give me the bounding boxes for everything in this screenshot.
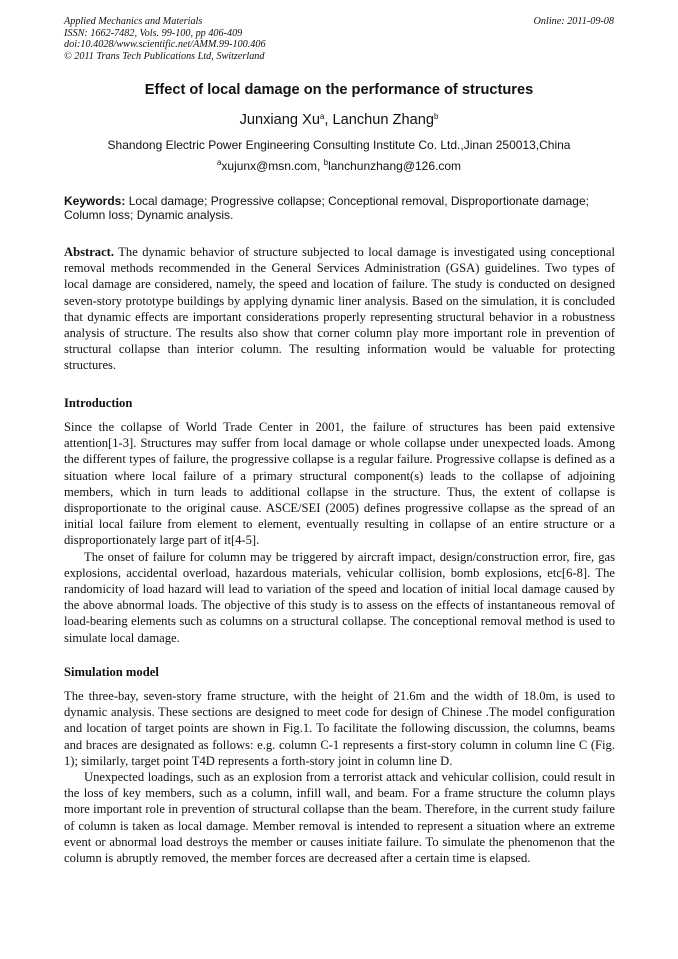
email-line <box>0 159 678 173</box>
journal-header <box>64 16 266 62</box>
keywords-text: Local damage; Progressive collapse; Conceptional removal, Disproportionate damage; Column loss; Dynamic analysis. <box>64 194 589 223</box>
copyright-line: © 2011 Trans Tech Publications Ltd, Switzerland <box>64 50 265 62</box>
email-superscript: b <box>323 158 329 167</box>
issn-line: ISSN: 1662-7482, Vols. 99-100, pp 406-409 <box>64 27 243 39</box>
doi-line: doi:10.4028/www.scientific.net/AMM.99-100.406 <box>64 39 266 51</box>
simulation-heading: Simulation model <box>64 665 159 679</box>
email-address: xujunx@msn.com, <box>221 159 324 173</box>
introduction-heading: Introduction <box>64 396 133 410</box>
keywords-label: Keywords: <box>64 194 126 208</box>
paragraph: Since the collapse of World Trade Center in 2001, the failure of structures has been paid extensive attention[1-3]. Structures may suffer from local damage or whole collapse under unexpected loads. Among the different types of failure, the progressive collapse is a regular failure. Progressive collapse is defined as a situation where local failure of a primary structural component(s) leads to the collapse of adjoining members, which in turn leads to additional collapse in the structure. Thus, the extent of collapse is disproportionate to the original cause. ASCE/SEI (2005) defines progressive collapse as the spread of an initial local failure from element to element, eventually resulting in collapse of an entire structure or a disproportionately large part of it[4-5]. <box>64 420 615 548</box>
abstract-text: The dynamic behavior of structure subjected to local damage is investigated using conceptional removal methods recommended in the General Services Administration (GSA) guidelines. Two types of local damage are considered, namely, the speed and location of failure. The study is conducted on designed seven-story prototype buildings by applying dynamic liner analysis. Based on the simulation, it is concluded that dynamic effects are important considerations properly representing structural behavior in a robustness analysis of structure. The results also show that corner column play more important role in prevention of structural collapse than interior column. The resulting information would be valuable for protecting structures. <box>64 245 615 373</box>
email-superscript: a <box>216 158 222 167</box>
abstract-label: Abstract. <box>64 245 115 259</box>
keywords <box>64 194 616 223</box>
affiliation: Shandong Electric Power Engineering Consulting Institute Co. Ltd.,Jinan 250013,China <box>107 138 571 152</box>
paper-title: Effect of local damage on the performance of structures <box>144 82 534 98</box>
online-date: Online: 2011-09-08 <box>533 16 614 27</box>
journal-name: Applied Mechanics and Materials <box>64 16 203 27</box>
paragraph: The onset of failure for column may be triggered by aircraft impact, design/construction error, fire, gas explosions, accidental overload, hazardous materials, vehicular collision, bomb explosions, etc[6-8]. The randomicity of load hazard will lead to variation of the speed and location of initial local damage caused by the above abnormal loads. The objective of this study is to assess on the effects of instantaneous removal of load-bearing elements such as columns on a structural collapse. The conceptional removal method is used to simulate local damage. <box>64 549 615 645</box>
abstract <box>64 244 615 374</box>
email-address: lanchunzhang@126.com <box>328 159 462 173</box>
introduction-body <box>64 419 615 646</box>
author-name: Junxiang Xu <box>239 112 320 128</box>
author-line <box>0 112 678 128</box>
author-name: Lanchun Zhang <box>332 112 434 128</box>
author-superscript: a <box>319 112 325 121</box>
simulation-body <box>64 688 615 866</box>
author-separator: , <box>324 112 333 128</box>
author-superscript: b <box>433 112 439 121</box>
paragraph: Unexpected loadings, such as an explosion from a terrorist attack and vehicular collision, could result in the loss of key members, such as a column, infill wall, and beam. For a frame structure the column plays more important role in prevention of structural collapse than the beam. Therefore, in the current study failure of column is taken as local damage. Member removal is intended to represent a situation where an extreme event or abnormal load destroys the member or causes initiate failure. To simulate the phenomenon that the column is abruptly removed, the member forces are decreased after a certain time is elapsed. <box>64 770 615 866</box>
paragraph: The three-bay, seven-story frame structure, with the height of 21.6m and the width of 18.0m, is used to dynamic analysis. These sections are designed to meet code for design of Chinese .The model configuration and location of target points are shown in Fig.1. To facilitate the following discussion, the columns, beams and braces are designated as follows: e.g. column C-1 represents a first-story column in column line C (Fig. 1); similarly, target point T4D represents a forth-story joint in column line D. <box>64 689 615 768</box>
